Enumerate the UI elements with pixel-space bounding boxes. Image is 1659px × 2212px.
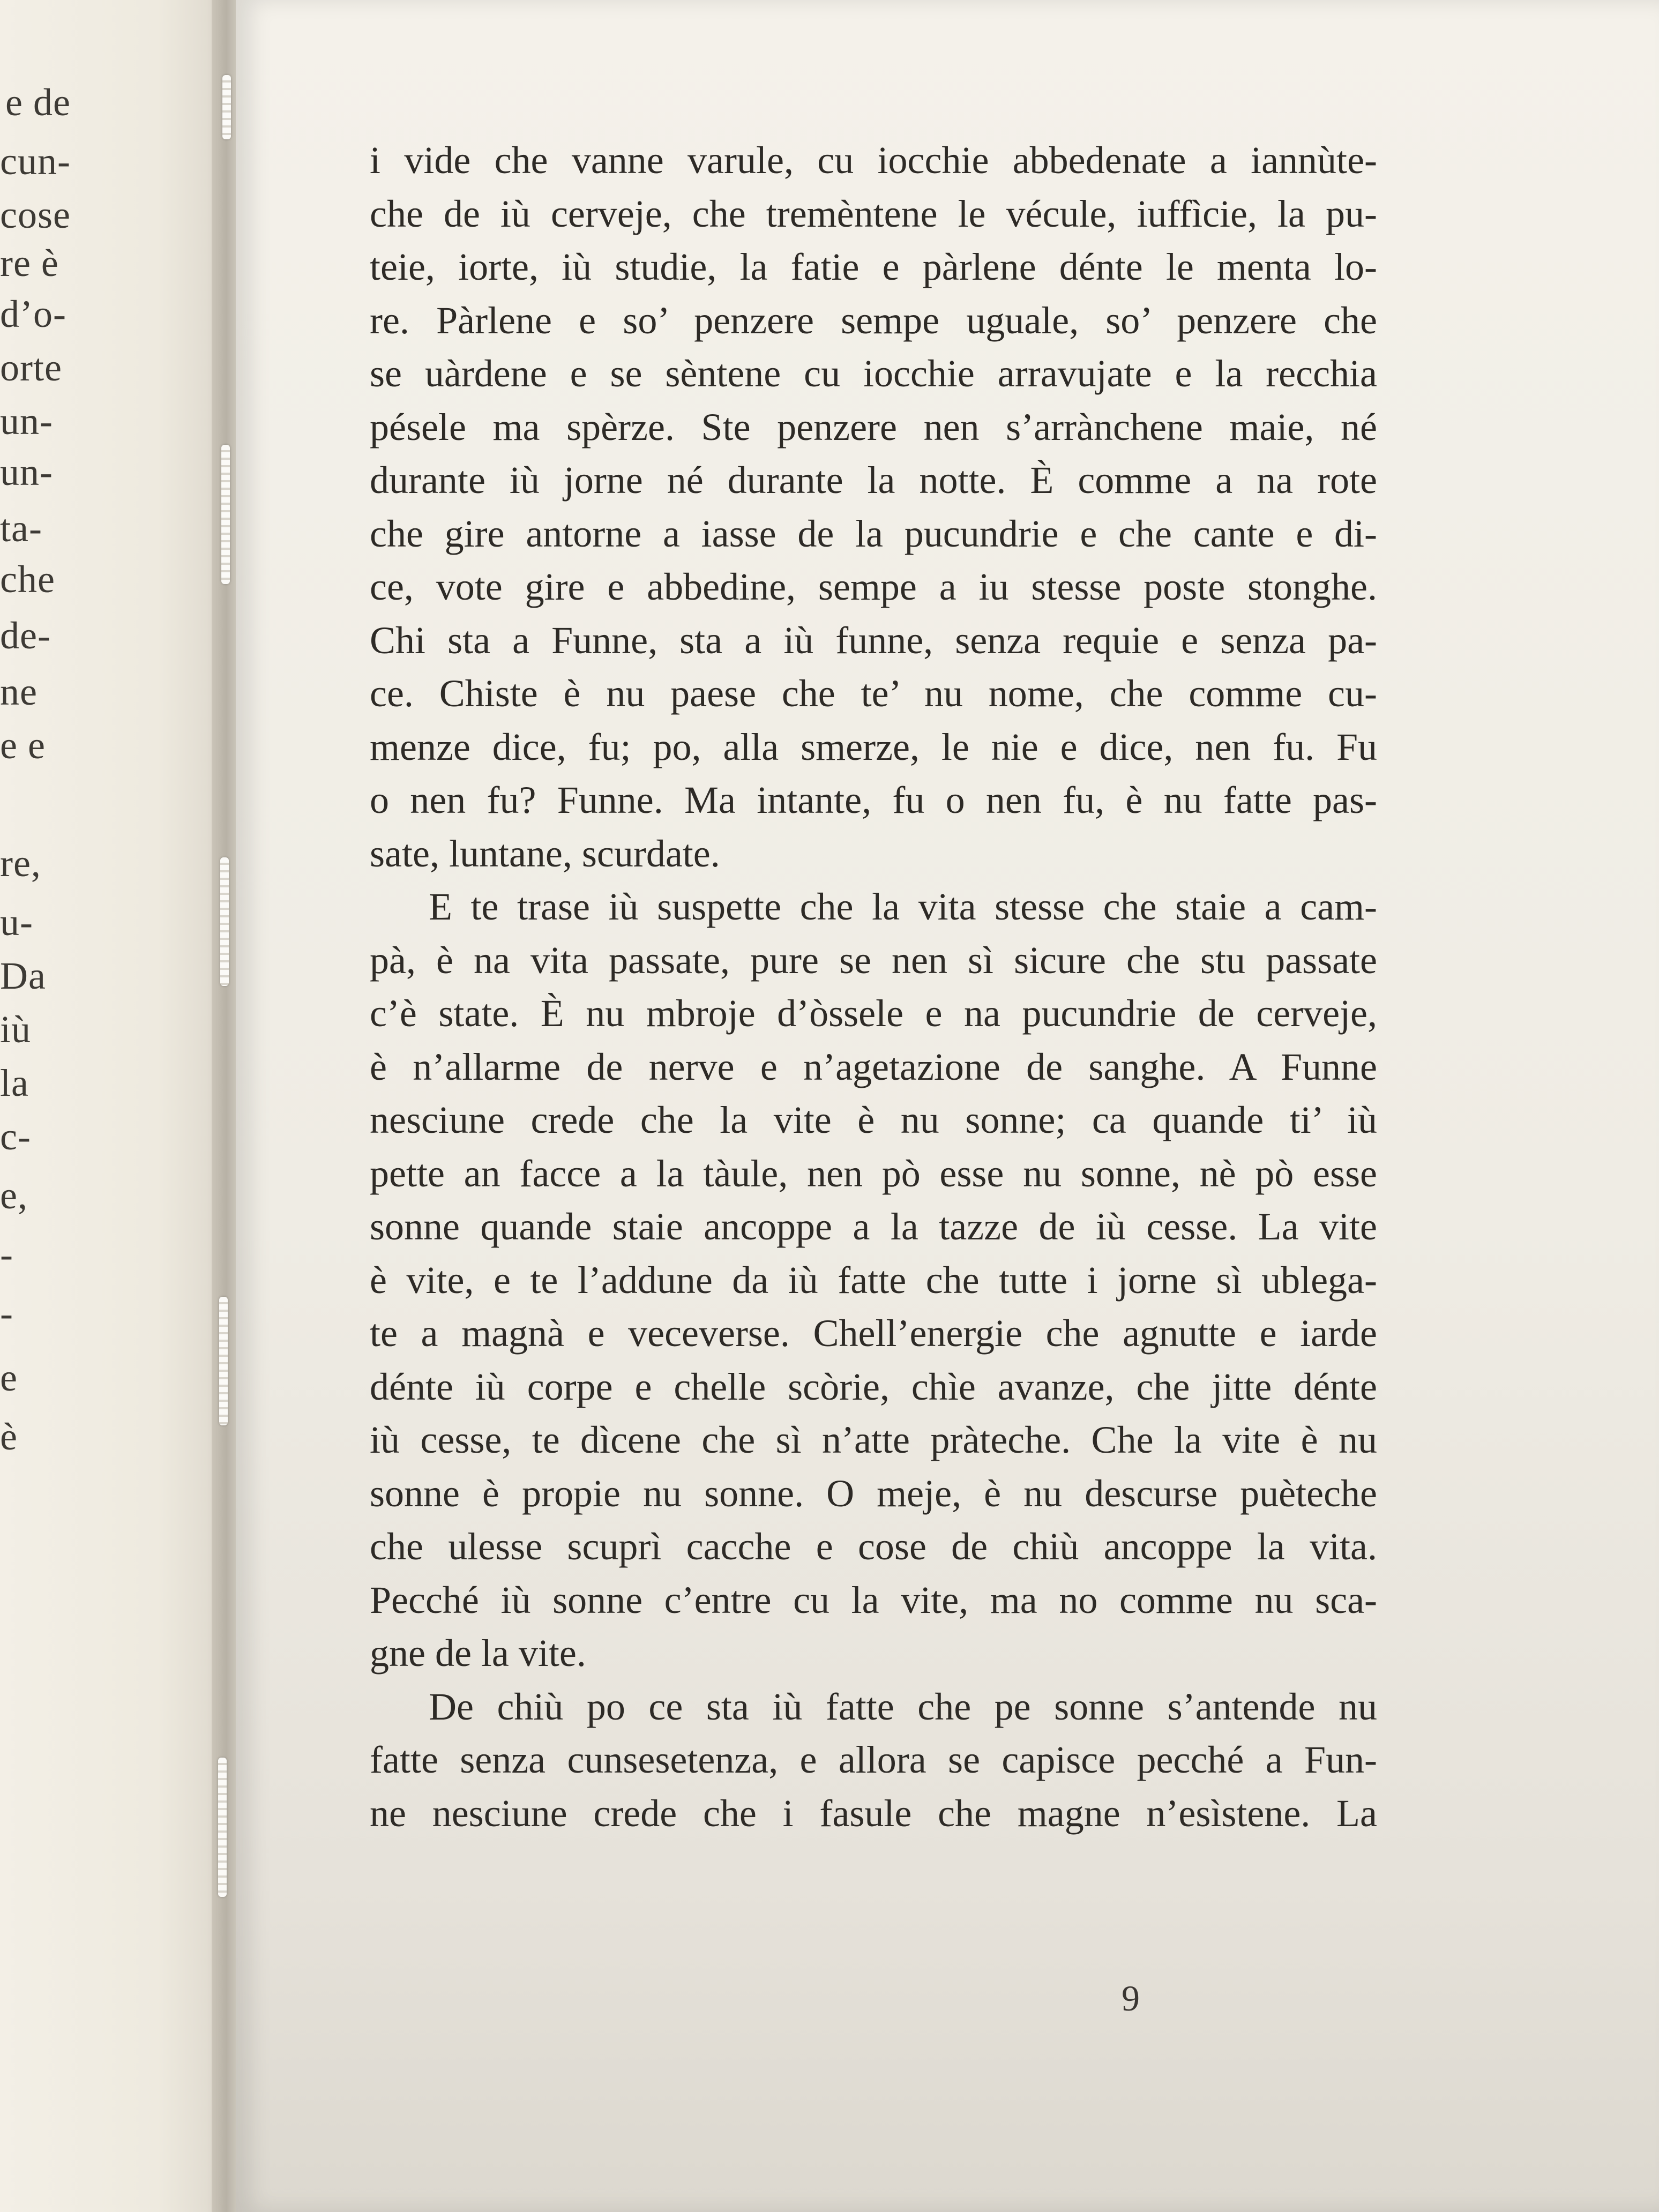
facing-page-fragment: c- (0, 1115, 31, 1158)
text-line: i vide che vanne varule, cu iocchie abbedenate a iannùte- (370, 139, 1377, 182)
text-line: re. Pàrlene e so’ penzere sempe uguale, so’ penzere che (370, 298, 1377, 342)
text-line: menze dice, fu; po, alla smerze, le nie e dice, nen fu. Fu (370, 725, 1377, 768)
binding-stitch (221, 445, 230, 584)
facing-page-fragment: la (0, 1062, 29, 1104)
facing-page-fragment: è (0, 1415, 18, 1458)
binding-stitch (218, 1758, 227, 1897)
text-line: nesciune crede che la vite è nu sonne; ca quande ti’ iù (370, 1098, 1377, 1141)
binding-stitch (219, 1297, 228, 1425)
text-line: ce, vote gire e abbedine, sempe a iu stesse poste stonghe. (370, 565, 1377, 608)
text-line: che de iù cerveje, che tremèntene le vécule, iuffìcie, la pu- (370, 192, 1377, 235)
text-line: pette an facce a la tàule, nen pò esse nu sonne, nè pò esse (370, 1152, 1377, 1195)
facing-page-fragment: de- (0, 614, 51, 657)
facing-page-fragment: e, (0, 1174, 28, 1217)
text-line: è n’allarme de nerve e n’agetazione de sanghe. A Funne (370, 1045, 1377, 1088)
text-line: sonne quande staie ancoppe a la tazze de iù cesse. La vite (370, 1205, 1377, 1248)
text-line: Pecché iù sonne c’entre cu la vite, ma no comme nu sca- (370, 1578, 1377, 1621)
facing-page-fragment: cose (0, 193, 71, 236)
facing-page-fragment: e de (5, 81, 71, 124)
text-line: sate, luntane, scurdate. (370, 832, 720, 875)
text-line: ce. Chiste è nu paese che te’ nu nome, che comme cu- (370, 672, 1377, 715)
book-page (236, 0, 1659, 2212)
text-line: durante iù jorne né durante la notte. È comme a na rote (370, 459, 1377, 502)
text-line: dénte iù corpe e chelle scòrie, chìe avanze, che jitte dénte (370, 1365, 1377, 1408)
text-line: c’è state. È nu mbroje d’òssele e na pucundrie de cerveje, (370, 992, 1377, 1035)
text-line: fatte senza cunsesetenza, e allora se capisce pecché a Fun- (370, 1738, 1377, 1781)
facing-page-fragment: - (0, 1292, 13, 1335)
text-line: che ulesse scuprì cacche e cose de chiù ancoppe la vita. (370, 1525, 1377, 1568)
text-line: te a magnà e veceverse. Chell’energie che agnutte e iarde (370, 1312, 1377, 1355)
facing-page-fragment: che (0, 558, 55, 601)
paragraph-start-line: E te trase iù suspette che la vita stesse che staie a cam- (429, 885, 1377, 928)
text-line: pésele ma spèrze. Ste penzere nen s’arrànchene maie, né (370, 405, 1377, 449)
facing-page-fragment: e e (0, 724, 46, 767)
facing-page-fragment: e (0, 1356, 18, 1399)
facing-page-fragment: orte (0, 346, 62, 389)
text-line: sonne è propie nu sonne. O meje, è nu descurse puèteche (370, 1471, 1377, 1515)
facing-page-fragment: un- (0, 400, 53, 443)
text-line: ne nesciune crede che i fasule che magne n’esìstene. La (370, 1791, 1377, 1835)
facing-page-fragment: cun- (0, 140, 71, 183)
facing-page-fragment: un- (0, 451, 53, 494)
facing-page (0, 0, 225, 2212)
page-body-text (370, 134, 1659, 1840)
text-line: gne de la vite. (370, 1632, 586, 1675)
text-line: se uàrdene e se sèntene cu iocchie arravujate e la recchia (370, 352, 1377, 395)
facing-page-fragment: re, (0, 842, 41, 885)
text-line: o nen fu? Funne. Ma intante, fu o nen fu, è nu fatte pas- (370, 779, 1377, 821)
text-line: iù cesse, te dìcene che sì n’atte pràteche. Che la vite è nu (370, 1418, 1377, 1461)
facing-page-fragment: Da (0, 954, 46, 997)
text-line: teie, iorte, iù studie, la fatie e pàrlene dénte le menta lo- (370, 245, 1377, 288)
facing-page-fragment: iù (0, 1008, 32, 1051)
facing-page-fragment: re è (0, 242, 59, 285)
text-line: Chi sta a Funne, sta a iù funne, senza requie e senza pa- (370, 618, 1377, 662)
text-line: è vite, e te l’addune da iù fatte che tutte i jorne sì ublega- (370, 1258, 1377, 1302)
text-line: che gire antorne a iasse de la pucundrie e che cante e di- (370, 512, 1377, 555)
facing-page-fragment: ne (0, 670, 38, 713)
page-number: 9 (1122, 1978, 1140, 2019)
facing-page-fragment: ta- (0, 507, 42, 550)
facing-page-fragment: d’o- (0, 293, 66, 335)
binding-stitch (222, 75, 231, 139)
binding-stitch (220, 857, 229, 986)
text-line: pà, è na vita passate, pure se nen sì sicure che stu passate (370, 938, 1377, 982)
paragraph-start-line: De chiù po ce sta iù fatte che pe sonne s’antende nu (429, 1685, 1377, 1728)
facing-page-fragment: u- (0, 901, 33, 944)
facing-page-fragment: - (0, 1233, 13, 1276)
